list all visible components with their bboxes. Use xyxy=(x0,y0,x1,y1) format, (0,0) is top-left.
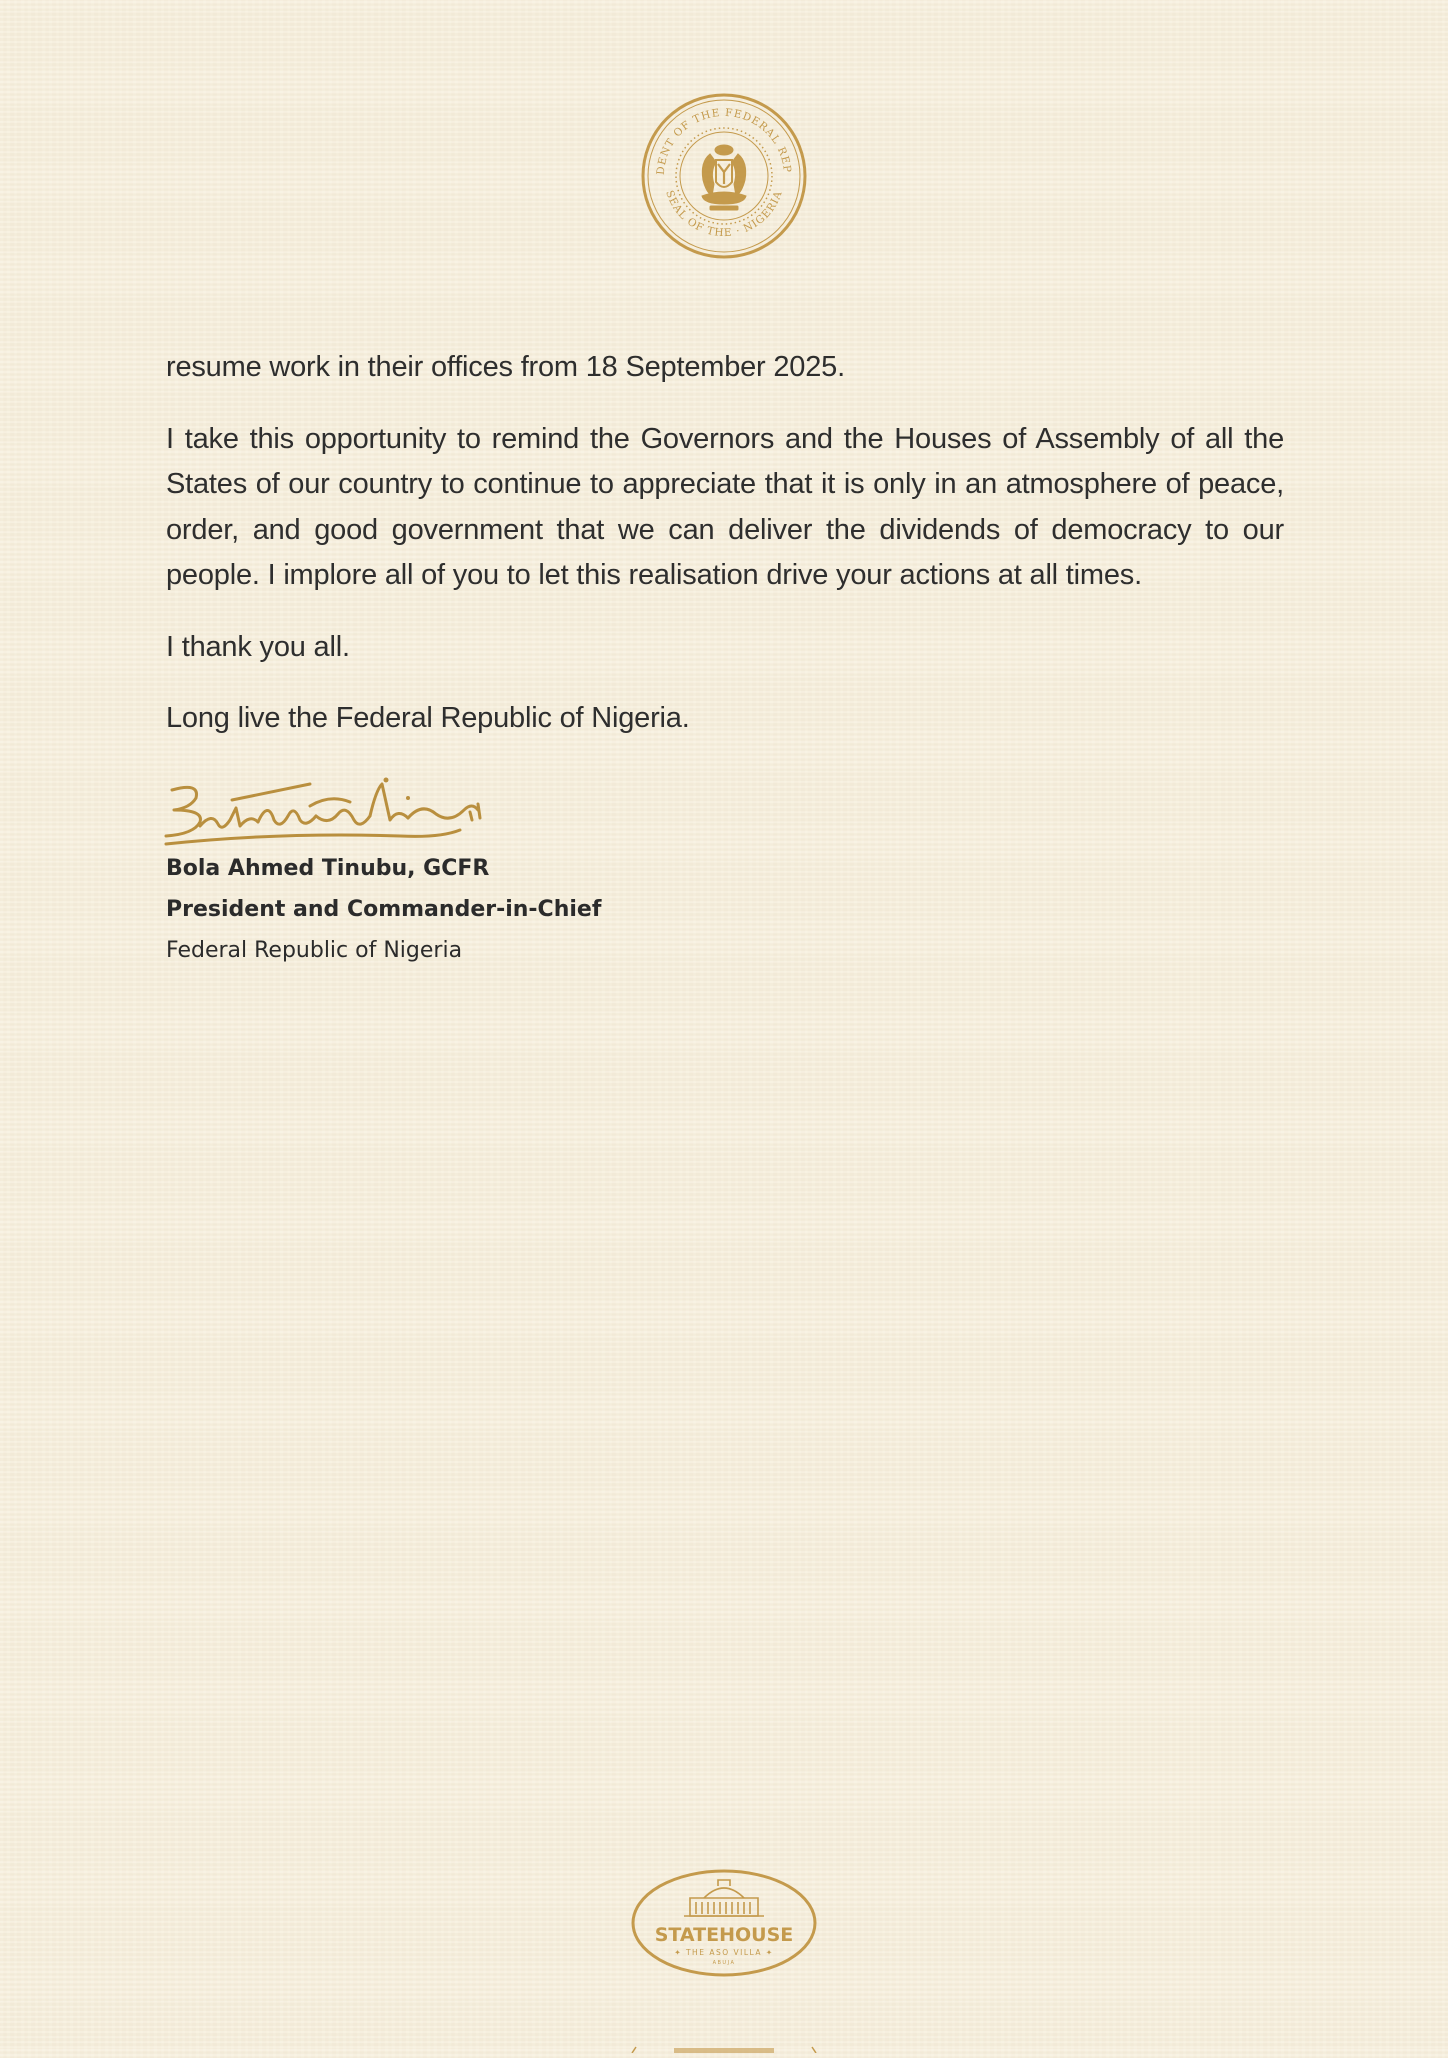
letter-paragraph: I thank you all. xyxy=(166,630,350,663)
signature-block xyxy=(166,848,601,971)
letter-paragraph: Long live the Federal Republic of Nigeria. xyxy=(166,702,690,734)
svg-text:✦ THE ASO VILLA ✦: ✦ THE ASO VILLA ✦ xyxy=(674,1948,774,1957)
handwritten-signature-icon xyxy=(160,760,490,855)
svg-text:ABUJA: ABUJA xyxy=(712,1960,736,1966)
signatory-name: Bola Ahmed Tinubu, GCFR xyxy=(166,856,490,881)
svg-text:SEAL OF THE · NIGERIA: SEAL OF THE · NIGERIA xyxy=(663,188,785,240)
svg-text:STATEHOUSE: STATEHOUSE xyxy=(654,1924,794,1946)
letter-paragraph: resume work in their offices from 18 September 2025. xyxy=(166,351,845,383)
presidential-seal-icon xyxy=(640,92,808,260)
statehouse-logo-icon xyxy=(630,1868,818,1978)
svg-text:PRESIDENT OF THE FEDERAL REPUB: DENT OF THE FEDERAL REP xyxy=(654,106,794,176)
letter-paragraph: I take this opportunity to remind the Governors and the Houses of Assembly of all the States of our country to continue to appreciate that it is only in an atmosphere of peace, order, and good government that we can deliver the dividends of democracy to our people. I implore all of you to let this realisation drive your actions at all times. xyxy=(166,422,1284,591)
signatory-title: President and Commander-in-Chief xyxy=(166,897,602,922)
letter-body xyxy=(166,345,1284,768)
signatory-country: Federal Republic of Nigeria xyxy=(166,938,463,963)
footer-divider xyxy=(630,2040,818,2048)
